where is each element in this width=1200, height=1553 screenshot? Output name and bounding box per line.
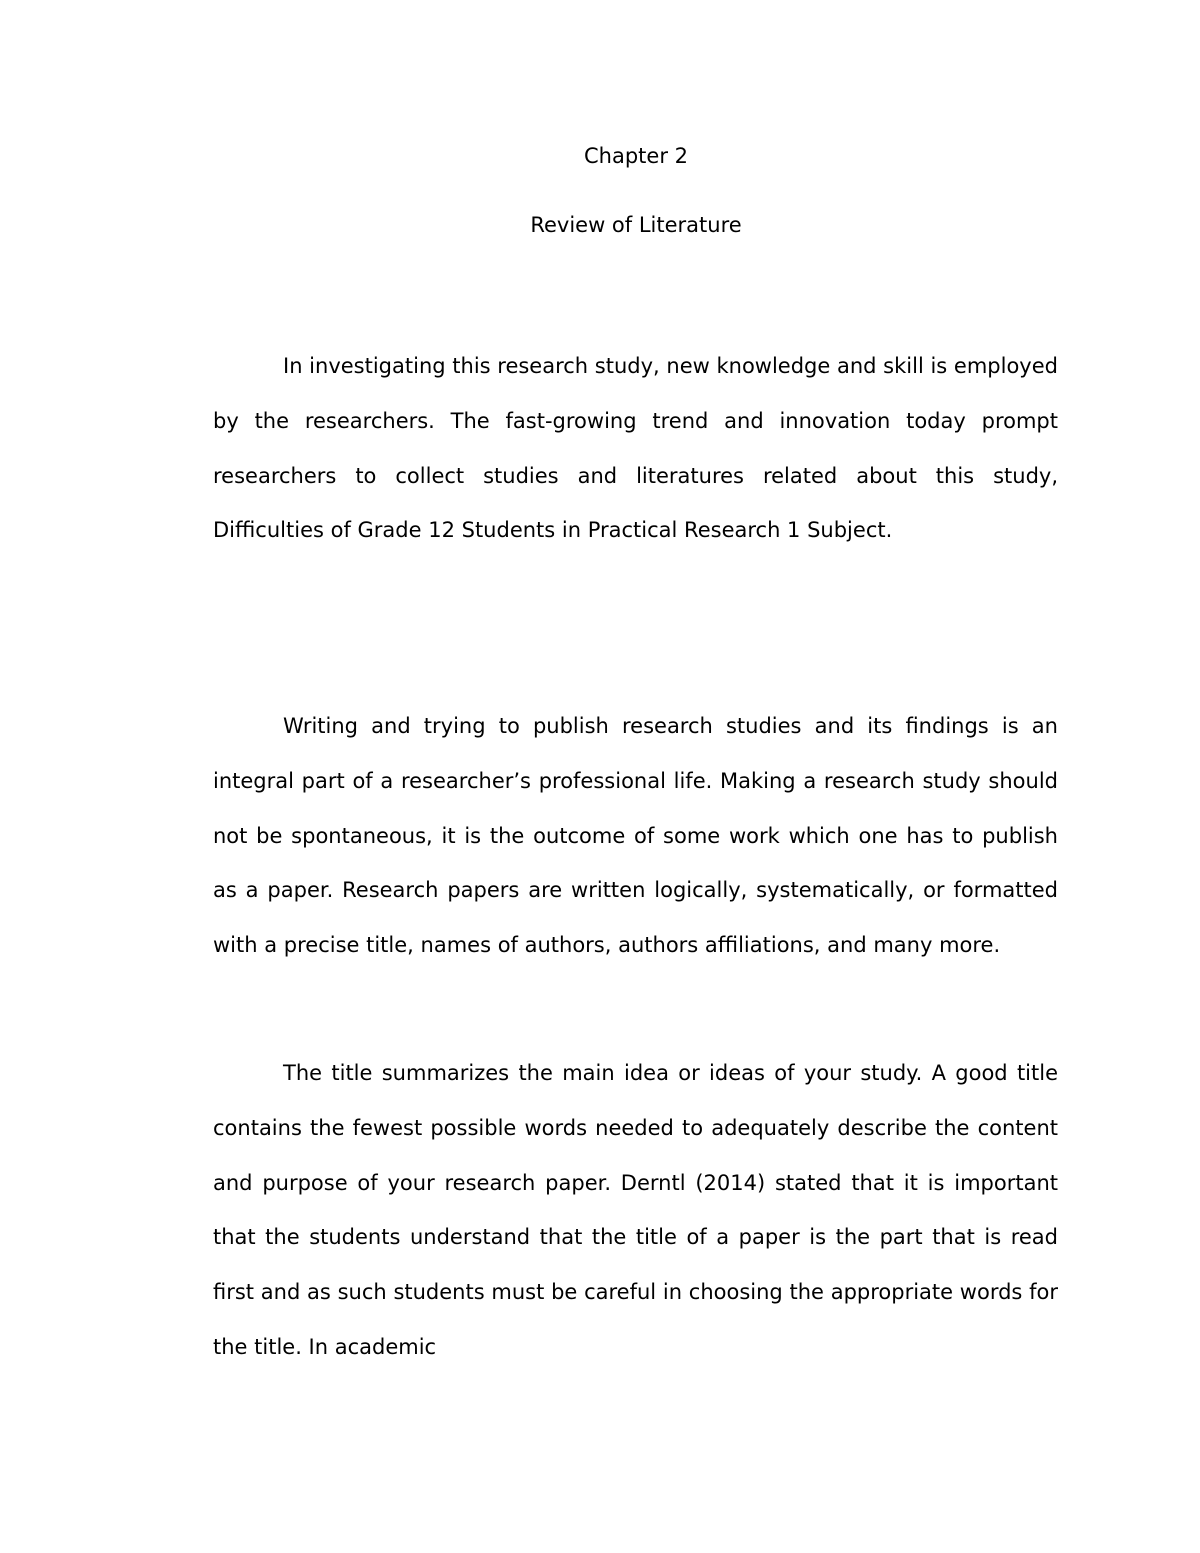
chapter-heading: Chapter 2	[584, 144, 688, 168]
paragraph-publishing	[213, 699, 1058, 973]
paragraph-intro	[213, 339, 1058, 558]
section-heading: Review of Literature	[530, 213, 742, 237]
paragraph-title	[213, 1046, 1058, 1375]
paragraph-text: Writing and trying to publish research studies and its findings is an integral part of a researcher’s professional life. Making a research study should not be spontaneous, it is the outcome of some work which one has to publish as a paper. Research papers are written logically, systematically, or formatted with a precise title, names of authors, authors affiliations, and many more.	[213, 714, 1058, 958]
paragraph-text: The title summarizes the main idea or ideas of your study. A good title contains the fewest possible words needed to adequately describe the content and purpose of your research paper. Derntl (2014) stated that it is important that the students understand that the title of a paper is the part that is read first and as such students must be careful in choosing the appropriate words for the title. In academic	[213, 1061, 1058, 1359]
paragraph-text: In investigating this research study, new knowledge and skill is employed by the researchers. The fast-growing trend and innovation today prompt researchers to collect studies and literatures related about this study, Difficulties of Grade 12 Students in Practical Research 1 Subject.	[213, 354, 1058, 543]
